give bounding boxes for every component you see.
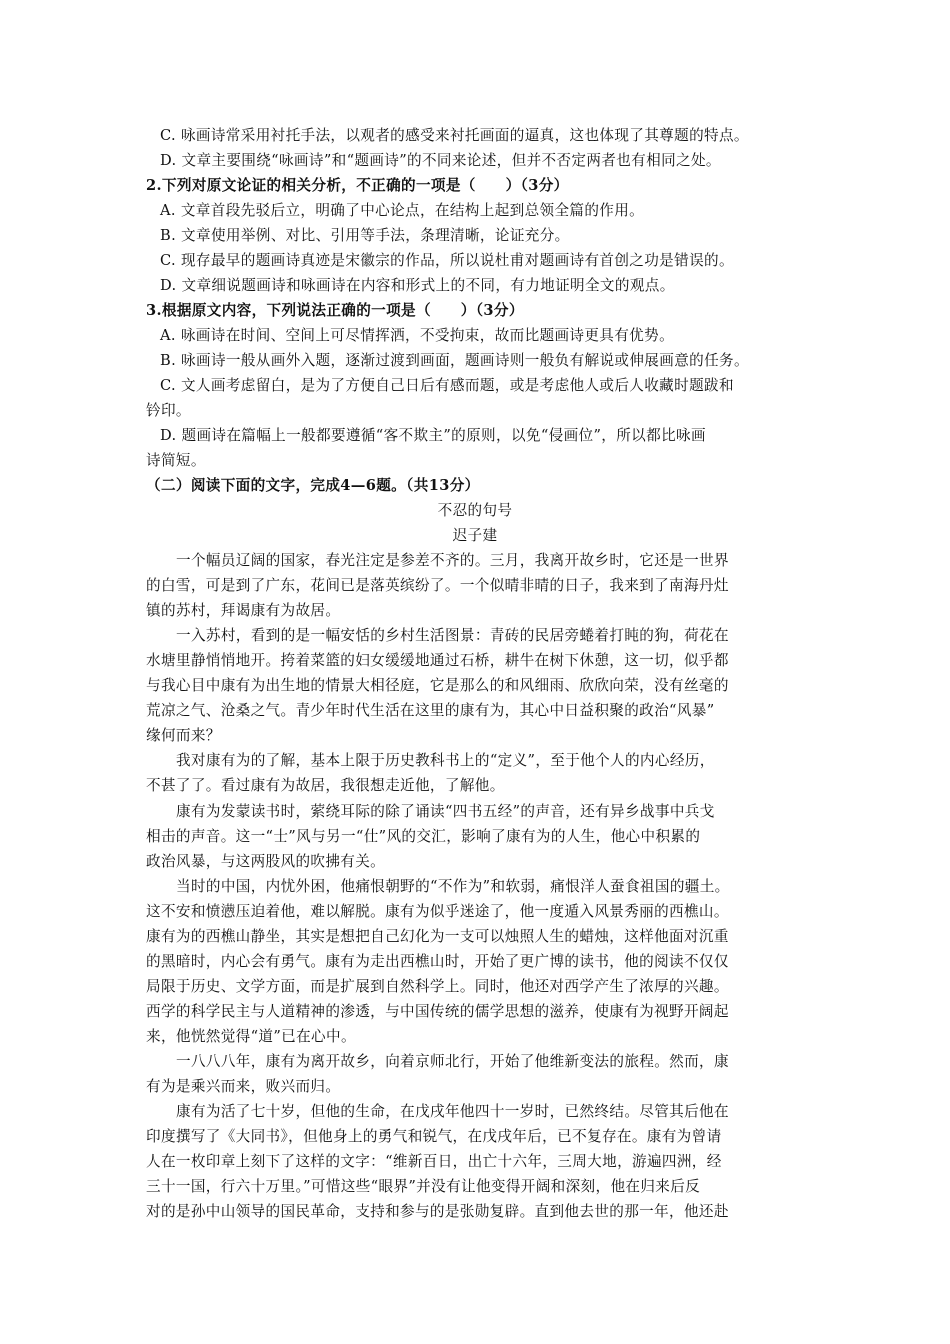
q2-option-c: C. 现存最早的题画诗真迹是宋徽宗的作品，所以说杜甫对题画诗有首创之功是错误的。 bbox=[160, 252, 734, 269]
q1-option-c: C. 咏画诗常采用衬托手法，以观者的感受来衬托画面的逼真，这也体现了其尊题的特点。 bbox=[160, 127, 749, 144]
passage-line: 当时的中国，内忧外困，他痛恨朝野的“不作为”和软弱，痛恨洋人蚕食祖国的疆土。 bbox=[176, 878, 730, 895]
passage-line: 局限于历史、文学方面，而是扩展到自然科学上。同时，他还对西学产生了浓厚的兴趣。 bbox=[146, 978, 729, 995]
q3-option-a: A. 咏画诗在时间、空间上可尽情挥洒，不受拘束，故而比题画诗更具有优势。 bbox=[160, 327, 675, 344]
passage-line: 康有为的西樵山静坐，其实是想把自己幻化为一支可以烛照人生的蜡烛，这样他面对沉重 bbox=[146, 928, 729, 945]
passage-line: 政治风暴，与这两股风的吹拂有关。 bbox=[146, 853, 386, 870]
passage-title: 不忍的句号 bbox=[437, 502, 513, 519]
passage-line: 缘何而来？ bbox=[146, 727, 221, 744]
q2-option-a: A. 文章首段先驳后立，明确了中心论点，在结构上起到总领全篇的作用。 bbox=[160, 202, 645, 219]
passage-line: 不甚了了。看过康有为故居，我很想走近他，了解他。 bbox=[146, 777, 505, 794]
passage-line: 的黑暗时，内心会有勇气。康有为走出西樵山时，开始了更广博的读书，他的阅读不仅仅 bbox=[146, 953, 729, 970]
q3-option-c: C. 文人画考虑留白，是为了方便自己日后有感而题，或是考虑他人或后人收藏时题跋和 bbox=[160, 377, 734, 394]
passage-line: 的白雪，可是到了广东，花间已是落英缤纷了。一个似晴非晴的日子，我来到了南海丹灶 bbox=[146, 577, 729, 594]
passage-line: 镇的苏村，拜谒康有为故居。 bbox=[146, 602, 341, 619]
section-heading: （二）阅读下面的文字，完成4—6题。（共13分） bbox=[146, 477, 480, 494]
passage-line: 一八八八年，康有为离开故乡，向着京师北行，开始了他维新变法的旅程。然而，康 bbox=[176, 1053, 729, 1070]
q3-option-d-cont: 诗简短。 bbox=[146, 452, 206, 469]
passage-line: 康有为活了七十岁，但他的生命，在戊戌年他四十一岁时，已然终结。尽管其后他在 bbox=[176, 1103, 729, 1120]
passage-line: 荒凉之气、沧桑之气。青少年时代生活在这里的康有为，其心中日益积聚的政治“风暴” bbox=[146, 702, 715, 719]
passage-line: 有为是乘兴而来，败兴而归。 bbox=[146, 1078, 341, 1095]
passage-line: 印度撰写了《大同书》，但他身上的勇气和锐气，在戊戌年后，已不复存在。康有为曾请 bbox=[146, 1128, 722, 1145]
q2-stem: 2.下列对原文论证的相关分析，不正确的一项是（ ）（3分） bbox=[146, 177, 569, 194]
passage-line: 与我心目中康有为出生地的情景大相径庭，它是那么的和风细雨、欣欣向荣，没有丝毫的 bbox=[146, 677, 729, 694]
passage-line: 三十一国，行六十万里。”可惜这些“眼界”并没有让他变得开阔和深刻，他在归来后反 bbox=[146, 1178, 701, 1195]
passage-line: 相击的声音。这一“士”风与另一“仕”风的交汇，影响了康有为的人生，他心中积累的 bbox=[146, 828, 701, 845]
q1-option-d: D. 文章主要围绕“咏画诗”和“题画诗”的不同来论述，但并不否定两者也有相同之处。 bbox=[160, 152, 721, 169]
q2-option-b: B. 文章使用举例、对比、引用等手法，条理清晰，论证充分。 bbox=[160, 227, 570, 244]
passage-line: 一入苏村，看到的是一幅安恬的乡村生活图景：青砖的民居旁蜷着打盹的狗，荷花在 bbox=[176, 627, 729, 644]
passage-line: 来，他恍然觉得“道”已在心中。 bbox=[146, 1028, 356, 1045]
q2-option-d: D. 文章细说题画诗和咏画诗在内容和形式上的不同，有力地证明全文的观点。 bbox=[160, 277, 675, 294]
passage-line: 康有为发蒙读书时，萦绕耳际的除了诵读“四书五经”的声音，还有异乡战事中兵戈 bbox=[176, 803, 715, 820]
q3-option-c-cont: 钤印。 bbox=[146, 402, 191, 419]
passage-line: 我对康有为的了解，基本上限于历史教科书上的“定义”，至于他个人的内心经历， bbox=[176, 752, 715, 769]
q3-stem: 3.根据原文内容，下列说法正确的一项是（ ）（3分） bbox=[146, 302, 524, 319]
passage-line: 对的是孙中山领导的国民革命，支持和参与的是张勋复辟。直到他去世的那一年，他还赴 bbox=[146, 1203, 729, 1220]
q3-option-d: D. 题画诗在篇幅上一般都要遵循“客不欺主”的原则，以免“侵画位”，所以都比咏画 bbox=[160, 427, 706, 444]
passage-line: 西学的科学民主与人道精神的渗透，与中国传统的儒学思想的滋养，使康有为视野开阔起 bbox=[146, 1003, 729, 1020]
passage-line: 这不安和愤懑压迫着他，难以解脱。康有为似乎迷途了，他一度遁入风景秀丽的西樵山。 bbox=[146, 903, 729, 920]
passage-author: 迟子建 bbox=[452, 527, 498, 544]
passage-line: 一个幅员辽阔的国家，春光注定是参差不齐的。三月，我离开故乡时，它还是一世界 bbox=[176, 552, 729, 569]
passage-line: 水塘里静悄悄地开。挎着菜篮的妇女缓缓地通过石桥，耕牛在树下休憩，这一切，似乎都 bbox=[146, 652, 729, 669]
passage-line: 人在一枚印章上刻下了这样的文字：“维新百日，出亡十六年，三周大地，游遍四洲，经 bbox=[146, 1153, 722, 1170]
q3-option-b: B. 咏画诗一般从画外入题，逐渐过渡到画面，题画诗则一般负有解说或伸展画意的任务。 bbox=[160, 352, 749, 369]
